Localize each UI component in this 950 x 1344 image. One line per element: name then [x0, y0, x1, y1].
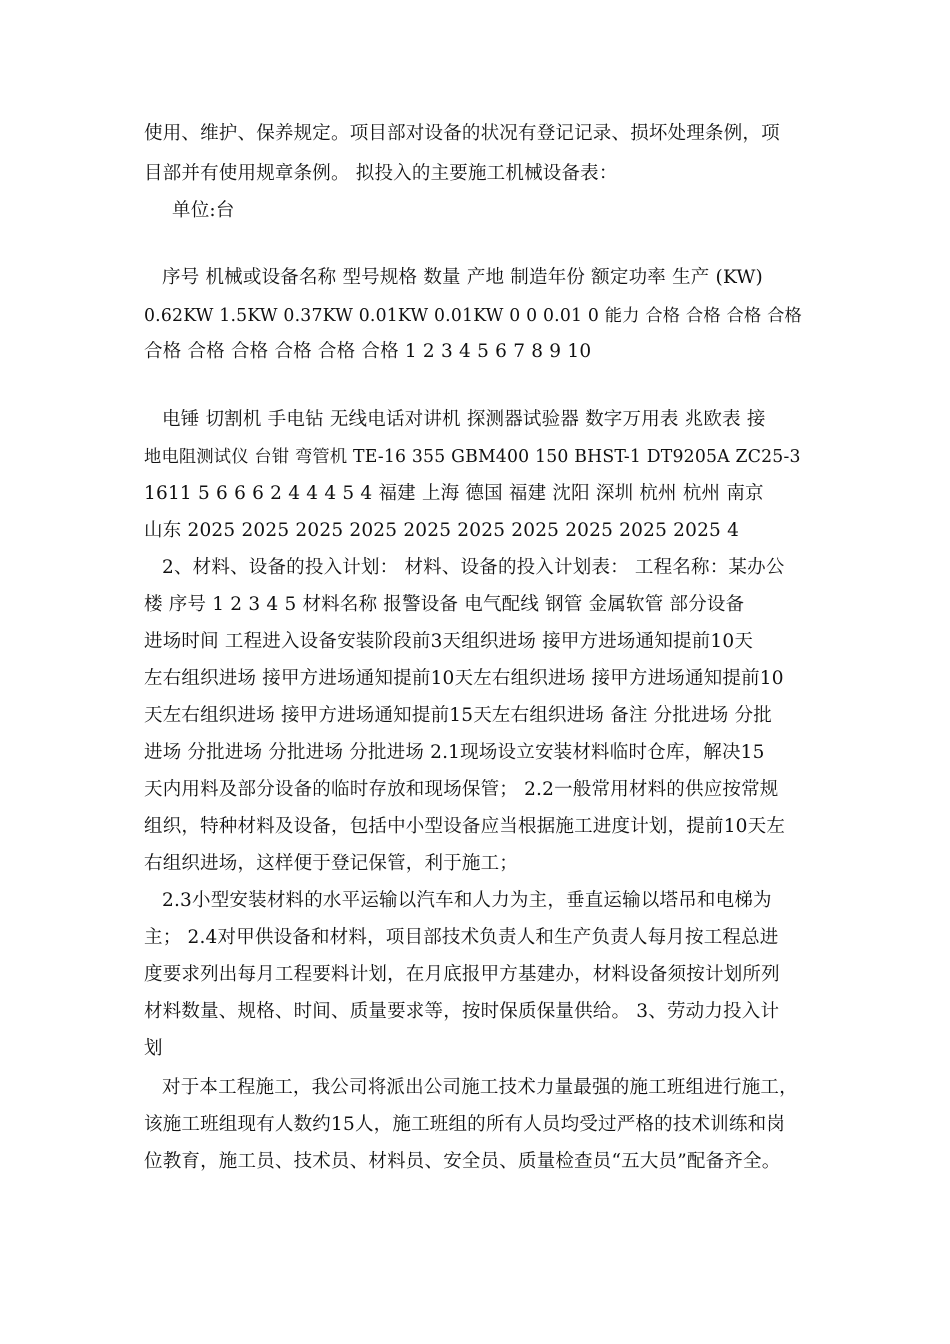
text-line: 使用、维护、保养规定。项目部对设备的状况有登记记录、损坏处理条例，项 — [144, 123, 780, 144]
text-line: 山东 2025 2025 2025 2025 2025 2025 2025 2025 2025 2025 4 — [144, 520, 740, 541]
text-line: 位教育，施工员、技术员、材料员、安全员、质量检查员“五大员”配备齐全。 — [144, 1151, 781, 1172]
text-line: 电锤 切割机 手电钻 无线电话对讲机 探测器试验器 数字万用表 兆欧表 接 — [162, 409, 766, 430]
text-line: 组织，特种材料及设备，包括中小型设备应当根据施工进度计划，提前10天左 — [144, 816, 786, 837]
text-line: 1611 5 6 6 6 2 4 4 4 5 4 福建 上海 德国 福建 沈阳 深圳 杭州 杭州 南京 — [144, 483, 764, 504]
text-line: 材料数量、规格、时间、质量要求等，按时保质保量供给。 3、劳动力投入计 — [144, 1001, 780, 1022]
text-line: 进场时间 工程进入设备安装阶段前3天组织进场 接甲方进场通知提前10天 — [144, 631, 754, 652]
section-heading: 2、材料、设备的投入计划： 材料、设备的投入计划表： 工程名称：某办公 — [162, 557, 785, 578]
text-line: 天内用料及部分设备的临时存放和现场保管； 2.2一般常用材料的供应按常规 — [144, 779, 779, 800]
text-line: 目部并有使用规章条例。 拟投入的主要施工机械设备表： — [144, 163, 618, 184]
text-line: 天左右组织进场 接甲方进场通知提前15天左右组织进场 备注 分批进场 分批 — [144, 705, 772, 726]
text-line: 2.3小型安装材料的水平运输以汽车和人力为主，垂直运输以塔吊和电梯为 — [162, 890, 772, 911]
text-line: 进场 分批进场 分批进场 分批进场 2.1现场设立安装材料临时仓库，解决15 — [144, 742, 765, 763]
text-line: 该施工班组现有人数约15人，施工班组的所有人员均受过严格的技术训练和岗 — [144, 1114, 786, 1135]
text-line: 度要求列出每月工程要料计划，在月底报甲方基建办，材料设备须按计划所列 — [144, 964, 780, 985]
text-line: 0.62KW 1.5KW 0.37KW 0.01KW 0.01KW 0 0 0.01 0 能力 合格 合格 合格 合格 — [144, 306, 802, 326]
text-line: 左右组织进场 接甲方进场通知提前10天左右组织进场 接甲方进场通知提前10 — [144, 668, 784, 689]
text-line: 楼 序号 1 2 3 4 5 材料名称 报警设备 电气配线 钢管 金属软管 部分设备 — [144, 594, 745, 615]
table-header-line: 序号 机械或设备名称 型号规格 数量 产地 制造年份 额定功率 生产 (KW) — [162, 267, 763, 288]
text-line: 主； 2.4对甲供设备和材料，项目部技术负责人和生产负责人每月按工程总进 — [144, 927, 779, 948]
text-line: 合格 合格 合格 合格 合格 合格 1 2 3 4 5 6 7 8 9 10 — [144, 341, 592, 362]
text-line: 地电阻测试仪 台钳 弯管机 TE-16 355 GBM400 150 BHST-1 DT9205A ZC25-3 — [144, 447, 801, 467]
text-line: 划 — [144, 1038, 163, 1059]
unit-label: 单位:台 — [172, 200, 235, 221]
text-line: 右组织进场，这样便于登记保管，利于施工； — [144, 853, 519, 874]
text-line: 对于本工程施工，我公司将派出公司施工技术力量最强的施工班组进行施工， — [162, 1077, 798, 1098]
